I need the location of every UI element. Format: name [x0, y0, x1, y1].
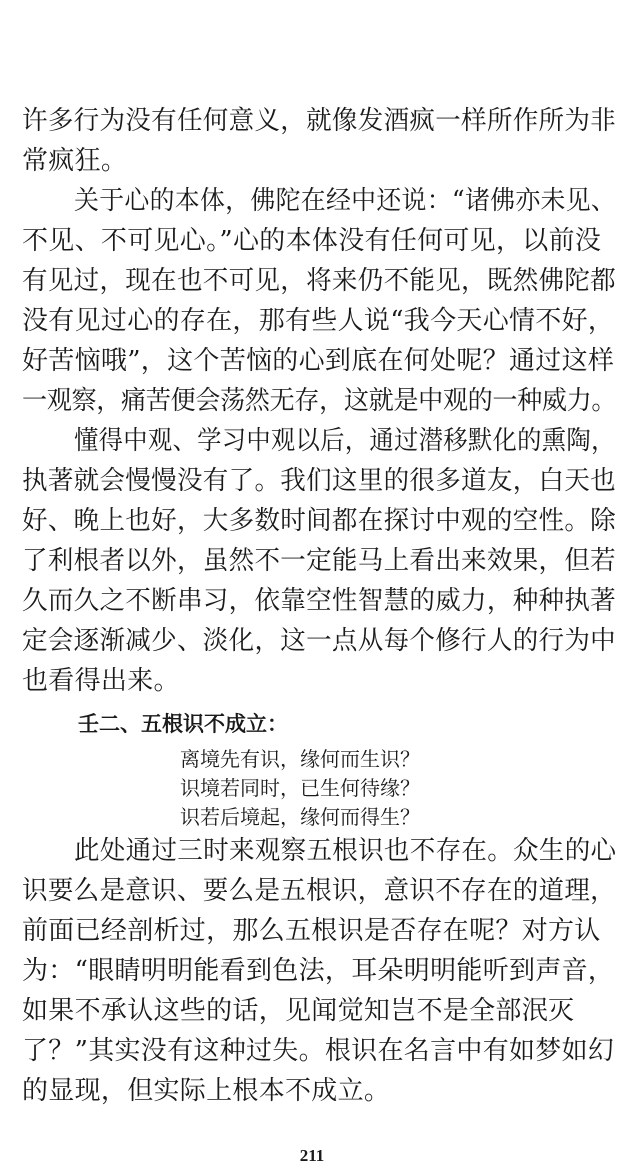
paragraph-line: 的显现，但实际上根本不成立。	[22, 1076, 391, 1106]
verse-line: 识境若同时，已生何待缘？	[180, 776, 420, 800]
paragraph-line: 为：“眼睛明明能看到色法，耳朵明明能听到声音，	[22, 956, 615, 986]
paragraph-line: 此处通过三时来观察五根识也不存在。众生的心	[74, 836, 617, 866]
paragraph-line: 久而久之不断串习，依靠空性智慧的威力，种种执著	[22, 586, 617, 616]
paragraph-line: 常疯狂。	[22, 146, 128, 176]
paragraph-line: 定会逐渐减少、淡化，这一点从每个修行人的行为中	[22, 626, 617, 656]
paragraph-line: 如果不承认这些的话，见闻觉知岂不是全部泯灭	[22, 996, 575, 1026]
paragraph-line: 关于心的本体，佛陀在经中还说：“诸佛亦未见、	[74, 186, 617, 216]
paragraph-line: 执著就会慢慢没有了。我们这里的很多道友，白天也	[22, 466, 617, 496]
paragraph-line: 一观察，痛苦便会荡然无存，这就是中观的一种威力。	[22, 386, 617, 416]
paragraph-line: 不见、不可见心。”心的本体没有任何可见，以前没	[22, 226, 602, 256]
paragraph-line: 也看得出来。	[22, 666, 180, 696]
paragraph-line: 许多行为没有任何意义，就像发酒疯一样所作所为非	[22, 106, 617, 136]
paragraph-line: 懂得中观、学习中观以后，通过潜移默化的熏陶，	[74, 426, 616, 456]
paragraph-line: 前面已经剖析过，那么五根识是否存在呢？对方认	[22, 916, 601, 946]
section-heading: 壬二、五根识不成立：	[78, 712, 288, 736]
paragraph-line: 了利根者以外，虽然不一定能马上看出来效果，但若	[22, 546, 617, 576]
paragraph-line: 有见过，现在也不可见，将来仍不能见，既然佛陀都	[22, 266, 617, 296]
page-number: 211	[299, 1146, 325, 1165]
paragraph-line: 好、晚上也好，大多数时间都在探讨中观的空性。除	[22, 506, 617, 536]
paragraph-line: 了？”其实没有这种过失。根识在名言中有如梦如幻	[22, 1036, 615, 1066]
paragraph-line: 识要么是意识、要么是五根识，意识不存在的道理，	[22, 876, 617, 906]
paragraph-line: 好苦恼哦”，这个苦恼的心到底在何处呢？通过这样	[22, 346, 615, 376]
paragraph-line: 没有见过心的存在，那有些人说“我今天心情不好，	[22, 306, 615, 336]
verse-line: 离境先有识，缘何而生识？	[180, 747, 420, 771]
verse-line: 识若后境起，缘何而得生？	[180, 805, 420, 829]
